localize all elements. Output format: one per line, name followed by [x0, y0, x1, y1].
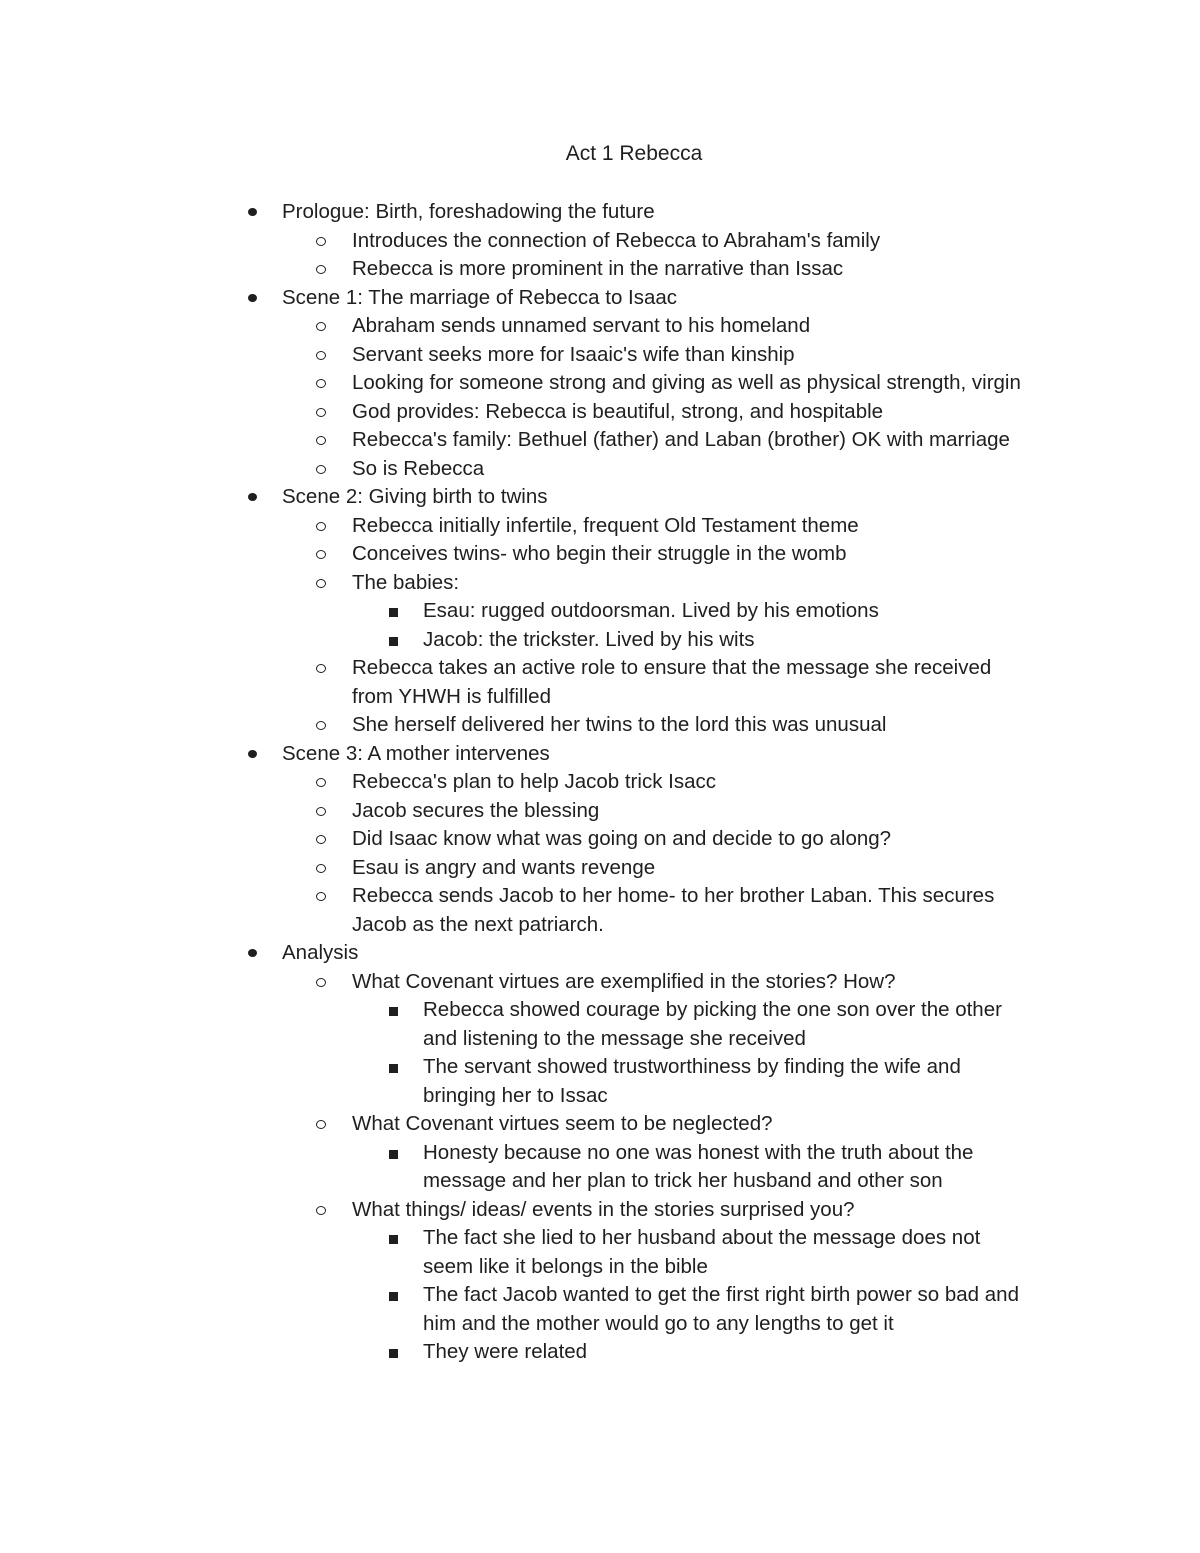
outline-item-level-2	[0, 854, 1200, 883]
outline-line	[0, 198, 1200, 227]
outline-line	[0, 911, 1200, 940]
outline-item-level-2	[0, 797, 1200, 826]
outline-line	[0, 1025, 1200, 1054]
outline-line	[0, 768, 1200, 797]
outline-text: She herself delivered her twins to the lord this was unusual	[352, 713, 887, 736]
outline-line	[0, 1110, 1200, 1139]
outline-line	[0, 1053, 1200, 1082]
outline-text: and listening to the message she received	[423, 1026, 806, 1050]
outline-item-level-3	[0, 1281, 1200, 1338]
outline-line	[0, 227, 1200, 256]
outline-item-level-2	[0, 341, 1200, 370]
outline-text: The fact she lied to her husband about the message does not	[423, 1226, 981, 1249]
outline-text: What things/ ideas/ events in the stories surprised you?	[352, 1197, 855, 1221]
outline-text: Prologue: Birth, foreshadowing the future	[282, 200, 655, 223]
outline-text: Scene 3: A mother intervenes	[282, 741, 550, 765]
outline-text: What Covenant virtues seem to be neglected?	[352, 1112, 773, 1135]
outline-item-level-1	[0, 939, 1200, 968]
outline-text: Honesty because no one was honest with the truth about the	[423, 1140, 974, 1164]
outline-text: Scene 2: Giving birth to twins	[282, 485, 548, 508]
outline-line	[0, 968, 1200, 997]
outline-item-level-3	[0, 1224, 1200, 1281]
document-title: Act 1 Rebecca	[565, 142, 703, 165]
outline-text: Rebecca initially infertile, frequent Old Testament theme	[352, 513, 859, 537]
outline-line	[0, 1139, 1200, 1168]
outline-item-level-3	[0, 1139, 1200, 1196]
outline-text: They were related	[423, 1340, 588, 1363]
outline-item-level-2	[0, 882, 1200, 939]
outline-text: Rebecca showed courage by picking the one son over the other	[423, 998, 1002, 1021]
outline-line	[0, 1338, 1200, 1367]
outline-item-level-3	[0, 1053, 1200, 1110]
outline-item-level-1	[0, 740, 1200, 769]
outline-line	[0, 512, 1200, 541]
outline-item-level-2	[0, 540, 1200, 569]
outline-item-level-1	[0, 198, 1200, 227]
outline-text: Esau: rugged outdoorsman. Lived by his emotions	[423, 599, 879, 622]
outline-line	[0, 569, 1200, 598]
outline-text: Analysis	[282, 941, 359, 964]
outline-text: message and her plan to trick her husband and other son	[423, 1169, 943, 1192]
outline-item-level-2	[0, 1196, 1200, 1225]
outline-text: So is Rebecca	[352, 456, 485, 480]
outline-line	[0, 540, 1200, 569]
outline-item-level-3	[0, 1338, 1200, 1367]
outline-item-level-3	[0, 597, 1200, 626]
outline-list	[0, 198, 1200, 1367]
outline-line	[0, 1082, 1200, 1111]
outline-item-level-2	[0, 455, 1200, 484]
outline-text: Rebecca is more prominent in the narrative than Issac	[352, 257, 844, 280]
outline-item-level-2	[0, 312, 1200, 341]
outline-text: Introduces the connection of Rebecca to Abraham's family	[352, 228, 881, 252]
outline-item-level-2	[0, 768, 1200, 797]
outline-line	[0, 341, 1200, 370]
outline-item-level-2	[0, 426, 1200, 455]
outline-item-level-2	[0, 512, 1200, 541]
outline-line	[0, 426, 1200, 455]
outline-line	[0, 455, 1200, 484]
outline-line	[0, 854, 1200, 883]
outline-text: him and the mother would go to any lengths to get it	[423, 1311, 894, 1335]
outline-text: Scene 1: The marriage of Rebecca to Isaac	[282, 285, 678, 309]
outline-line	[0, 654, 1200, 683]
outline-line	[0, 740, 1200, 769]
outline-line	[0, 1167, 1200, 1196]
outline-line	[0, 996, 1200, 1025]
outline-text: The servant showed trustworthiness by finding the wife and	[423, 1055, 961, 1078]
outline-item-level-3	[0, 996, 1200, 1053]
outline-item-level-2	[0, 227, 1200, 256]
outline-text: The babies:	[352, 570, 460, 594]
outline-item-level-2	[0, 654, 1200, 711]
outline-text: Rebecca's plan to help Jacob trick Isacc	[352, 770, 716, 793]
outline-text: Jacob secures the blessing	[352, 798, 600, 822]
outline-line	[0, 626, 1200, 655]
outline-line	[0, 284, 1200, 313]
outline-text: Rebecca takes an active role to ensure that the message she received	[352, 656, 992, 679]
outline-text: bringing her to Issac	[423, 1083, 608, 1107]
outline-item-level-2	[0, 711, 1200, 740]
outline-item-level-3	[0, 626, 1200, 655]
outline-line	[0, 683, 1200, 712]
outline-text: What Covenant virtues are exemplified in the stories? How?	[352, 969, 896, 993]
outline-line	[0, 1196, 1200, 1225]
outline-text: Rebecca's family: Bethuel (father) and Laban (brother) OK with marriage	[352, 428, 1010, 451]
outline-text: Esau is angry and wants revenge	[352, 855, 656, 879]
outline-text: Did Isaac know what was going on and decide to go along?	[352, 827, 892, 850]
outline-line	[0, 1253, 1200, 1282]
outline-line	[0, 825, 1200, 854]
outline-item-level-1	[0, 284, 1200, 313]
outline-line	[0, 597, 1200, 626]
outline-line	[0, 882, 1200, 911]
outline-text: Jacob: the trickster. Lived by his wits	[423, 627, 755, 651]
outline-line	[0, 483, 1200, 512]
outline-line	[0, 939, 1200, 968]
outline-line	[0, 1281, 1200, 1310]
outline-text: Rebecca sends Jacob to her home- to her brother Laban. This secures	[352, 884, 995, 907]
outline-line	[0, 1310, 1200, 1339]
outline-item-level-2	[0, 825, 1200, 854]
outline-text: The fact Jacob wanted to get the first right birth power so bad and	[423, 1283, 1019, 1306]
outline-line	[0, 398, 1200, 427]
outline-line	[0, 797, 1200, 826]
outline-text: Abraham sends unnamed servant to his homeland	[352, 314, 811, 337]
outline-item-level-2	[0, 398, 1200, 427]
outline-line	[0, 1224, 1200, 1253]
outline-text: from YHWH is fulfilled	[352, 684, 551, 708]
outline-item-level-2	[0, 255, 1200, 284]
outline-item-level-2	[0, 1110, 1200, 1139]
outline-line	[0, 369, 1200, 398]
outline-item-level-1	[0, 483, 1200, 512]
outline-text: Servant seeks more for Isaaic's wife than kinship	[352, 342, 795, 366]
outline-item-level-2	[0, 968, 1200, 997]
outline-item-level-2	[0, 569, 1200, 598]
outline-item-level-2	[0, 369, 1200, 398]
outline-text: God provides: Rebecca is beautiful, strong, and hospitable	[352, 399, 884, 423]
outline-line	[0, 711, 1200, 740]
outline-text: Jacob as the next patriarch.	[352, 912, 604, 936]
outline-text: Looking for someone strong and giving as well as physical strength, virgin	[352, 371, 1021, 394]
outline-text: seem like it belongs in the bible	[423, 1254, 708, 1278]
outline-line	[0, 255, 1200, 284]
outline-line	[0, 312, 1200, 341]
outline-text: Conceives twins- who begin their struggle in the womb	[352, 542, 847, 565]
